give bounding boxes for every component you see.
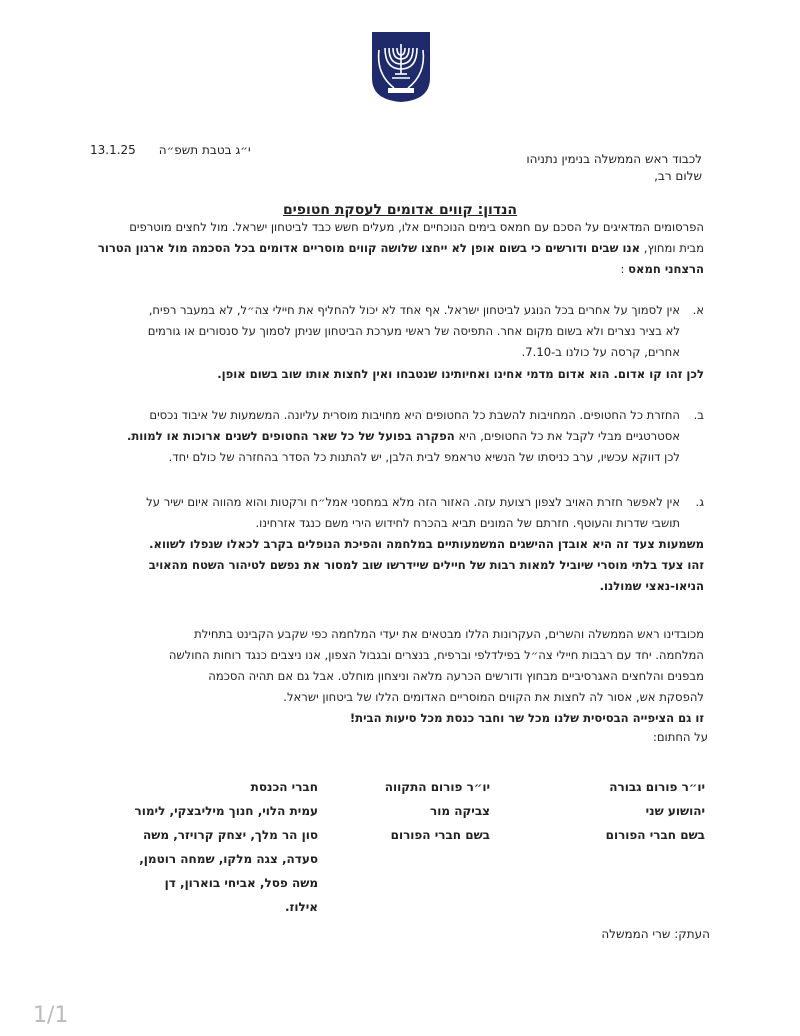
- item-line: לא בציר נצרים ולא בשום מקום אחר. התפיסה של ראשי מערכת הביטחון שניתן לסמוך על סנסורים או גורמים: [147, 324, 680, 338]
- state-emblem-icon: [370, 30, 432, 104]
- signature-block-tikva: [385, 775, 490, 847]
- item-bold-line: זהו צעד בלתי מוסרי שיוביל למאות רבות של חיילים שיידרשו שוב למסור את נפשם לטיהור השטח מהאויב: [148, 558, 704, 572]
- signatory-name: צביקה מור: [430, 804, 490, 818]
- mk-names-line: סון הר מלך, יצחק קרויזר, משה: [143, 828, 318, 842]
- item-line: לכן דווקא עכשיו, ערב כניסתו של הנשיא טראמפ לבית הלבן, יש להתנות כל הסדר בהחזרה של כולם יחד.: [168, 450, 680, 464]
- greeting-line: שלום רב,: [654, 169, 702, 183]
- signature-block-mks: [78, 775, 318, 919]
- cc-line: העתק: שרי הממשלה: [601, 927, 710, 941]
- item-bold-line: משמעות צעד זה היא אובדן ההישגים המשמעותיים במלחמה והפיכת הנופלים בקרב לכאלו שנפלו לשווא.: [149, 537, 704, 551]
- item-line: אסטרטגיים מבלי לקבל את כל החטופים, היא: [454, 429, 680, 443]
- signed-label: על החתום:: [652, 730, 708, 744]
- item-line: אין לאפשר חזרת האויב לצפון רצועת עזה. האזור הזה מלא במחסני אמל״ח ורקטות והוא מהווה איום ישיר על: [146, 495, 680, 509]
- item-line: אין לסמוך על אחרים בכל הנוגע לביטחון ישראל. אף אחד לא יכול להחליף את חיילי צה״ל, לא במעבר רפיח,: [148, 303, 680, 317]
- item-marker: ג.: [695, 495, 704, 509]
- demand-item-c-conclusion: [93, 534, 704, 597]
- date-hebrew: י״ג בטבת תשפ״ה: [158, 143, 251, 157]
- demand-item-b: [93, 405, 704, 468]
- intro-line: הפרסומים המדאיגים על הסכם עם חמאס בימים הנוכחיים אלו, מעלים חשש כבד לביטחון ישראל. מול לחצים מוטרפים: [129, 220, 704, 234]
- mk-names-line: סעדה, צגה מלקו, שמחה רוטמן,: [139, 852, 318, 866]
- intro-paragraph: [93, 217, 704, 280]
- item-bold-text: הפקרה בפועל של כל שאר החטופים לשנים ארוכות או למוות.: [126, 429, 455, 443]
- intro-bold-text: אנו שבים ודורשים כי בשום אופן לא ייחצו שלושה קווים מוסריים אדומים בכל הסכמה מול ארגון הטרור: [97, 241, 641, 255]
- mk-names-line: אילוז.: [284, 900, 318, 914]
- item-bold-line: הניאו-נאצי שמולנו.: [599, 579, 704, 593]
- closing-line: המלחמה. יחד עם רבבות חיילי צה״ל בפילדלפי וברפיח, בנצרים ובגבול הצפון, אנו ניצבים כנגד רוחות החולשה: [168, 648, 704, 662]
- intro-line: מבית ומחוץ,: [640, 241, 704, 255]
- closing-line: מבפנים והלחצים האגרסיביים מבחוץ ודורשים הכרעה מלאה וניצחון מוחלט. אבל גם אם תהיה הסכמה: [208, 669, 704, 683]
- signatory-title: יו״ר פורום התקווה: [384, 780, 490, 794]
- signatory-title: יו״ר פורום גבורה: [609, 780, 705, 794]
- item-line: החזרת כל החטופים. המחויבות להשבת כל החטופים היא מחויבות מוסרית עליונה. המשמעות של איבוד נכסים: [149, 408, 680, 422]
- item-line: תושבי שדרות והעוטף. חזרתם של המונים תביא בהכרח לחידוש הירי משם כנגד אזרחינו.: [255, 516, 680, 530]
- recipient-line: לכבוד ראש הממשלה בנימין נתניהו: [526, 152, 702, 166]
- demand-item-a-conclusion: [93, 364, 704, 385]
- item-marker: א.: [692, 303, 704, 317]
- mk-names-line: משה פסל, אביחי בוארון, דן: [164, 876, 318, 890]
- item-marker: ב.: [693, 408, 704, 422]
- subject-heading: הנדון: קווים אדומים לעסקת חטופים: [282, 202, 518, 218]
- intro-bold-text: הרצחני חמאס: [628, 262, 704, 276]
- closing-line: להפסקת אש, אסור לה לחצות את הקווים המוסריים האדומים הללו של ביטחון ישראל.: [283, 690, 704, 704]
- closing-line: מכובדינו ראש הממשלה והשרים, העקרונות הללו מבטאים את יעדי המלחמה כפי שקבע הקבינט בתחילת: [194, 627, 704, 641]
- demand-item-a: [93, 300, 704, 363]
- signatory-title: חברי הכנסת: [250, 780, 318, 794]
- date-gregorian: 13.1.25: [90, 143, 136, 157]
- signatory-name: יהושוע שני: [645, 804, 705, 818]
- item-bold-line: לכן זהו קו אדום. הוא אדום מדמי אחינו ואחיותינו שנטבחו ואין לחצות אותו שוב בשום אופן.: [217, 367, 704, 381]
- signatory-on-behalf: בשם חברי הפורום: [390, 828, 490, 842]
- item-line: אחרים, קרסה על כולנו ב-7.10.: [521, 345, 680, 359]
- signature-block-gvura: [606, 775, 705, 847]
- intro-colon: :: [620, 262, 625, 276]
- closing-bold-line: זו גם הציפייה הבסיסית שלנו מכל שר וחבר כנסת מכל סיעות הבית!: [349, 711, 704, 725]
- letter-date: [90, 143, 251, 157]
- signatory-on-behalf: בשם חברי הפורום: [605, 828, 705, 842]
- page-counter: 1/1: [33, 1003, 69, 1028]
- mk-names-line: עמית הלוי, חנוך מיליבצקי, לימור: [134, 804, 318, 818]
- closing-paragraph: [93, 624, 704, 729]
- demand-item-c: [93, 492, 704, 534]
